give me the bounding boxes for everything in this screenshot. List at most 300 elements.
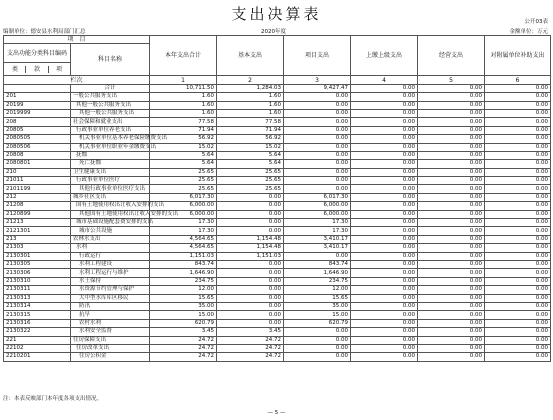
row-value: 3.45 [217,328,284,336]
row-value: 0.00 [351,269,418,277]
row-value: 0.00 [351,210,418,218]
row-value: 0.00 [284,177,351,185]
row-value: 0.00 [418,269,485,277]
row-value: 0.00 [351,227,418,235]
row-value: 0.00 [284,118,351,126]
row-name: 行政事业单位医疗 [71,177,150,185]
table-row [4,353,551,361]
row-value: 0.00 [418,93,485,101]
row-value: 0.00 [418,177,485,185]
row-value: 17.30 [284,227,351,235]
row-name: 大中型水库库区移民 [71,294,150,302]
row-value: 0.00 [418,118,485,126]
table-row [4,160,551,168]
row-name: 农林水支出 [71,235,150,243]
row-value: 0.00 [217,294,284,302]
row-value: 0.00 [418,210,485,218]
table-row [4,311,551,319]
row-code: 2130313 [4,294,71,302]
row-value: 24.72 [150,353,217,361]
row-value: 0.00 [351,118,418,126]
row-name: 卫生健康支出 [71,168,150,176]
row-value: 0.00 [351,277,418,285]
table-row [4,151,551,159]
row-value: 6,017.30 [284,193,351,201]
meta-row [3,27,548,35]
row-code: 2121301 [4,227,71,235]
row-value: 0.00 [485,235,551,243]
table-row [4,294,551,302]
row-value: 35.00 [150,302,217,310]
row-code: 212 [4,193,71,201]
row-code: 201 [4,93,71,101]
row-value: 15.65 [284,294,351,302]
row-value: 56.92 [217,135,284,143]
row-name: 其他行政事业单位医疗支出 [71,185,150,193]
row-value: 0.00 [485,93,551,101]
row-value: 12.00 [284,286,351,294]
row-code: 2130322 [4,328,71,336]
row-value: 0.00 [418,260,485,268]
row-code: 20199 [4,101,71,109]
row-name: 农村水利 [71,319,150,327]
row-value: 0.00 [351,185,418,193]
row-value: 0.00 [418,193,485,201]
row-code: 20808 [4,151,71,159]
header-project: 项 目 [4,36,150,44]
row-value: 0.00 [284,101,351,109]
row-value: 0.00 [351,109,418,117]
row-name: 机关事业单位基本养老保险缴费支出 [71,135,150,143]
row-value: 0.00 [485,101,551,109]
row-value: 1,151.03 [150,252,217,260]
row-value: 25.65 [217,185,284,193]
row-name: 机关事业单位职业年金缴费支出 [71,143,150,151]
row-value: 0.00 [418,311,485,319]
row-value: 0.00 [351,302,418,310]
header-subject: 科目名称 [71,44,150,76]
row-name: 其他一般公共服务支出 [71,101,150,109]
row-value: 0.00 [418,185,485,193]
table-row [4,235,551,243]
row-value: 3,410.17 [284,244,351,252]
row-name: 水利工程建设 [71,260,150,268]
row-value: 0.00 [418,126,485,134]
row-name: 住房保障支出 [71,336,150,344]
row-value: 0.00 [284,252,351,260]
row-name: 国有土地使用权出让收入安排的支出 [71,202,150,210]
row-code: 2120899 [4,210,71,218]
row-value: 0.00 [217,286,284,294]
row-value: 6,000.00 [284,202,351,210]
header-code: 支出功能分类科目编码 [4,44,71,63]
col-num-2: 2 [217,76,284,84]
row-value: 0.00 [485,277,551,285]
row-value: 0.00 [485,260,551,268]
row-value: 0.00 [284,93,351,101]
row-value: 0.00 [217,210,284,218]
header-kuan: 款 [25,66,49,73]
row-name: 抚恤 [71,151,150,159]
col-num-4: 4 [351,76,418,84]
table-row [4,143,551,151]
row-value: 5.64 [217,160,284,168]
row-code: 210 [4,168,71,176]
row-code: 2130311 [4,286,71,294]
row-value: 0.00 [351,235,418,243]
row-value: 15.02 [150,143,217,151]
row-value: 0.00 [351,294,418,302]
row-value: 0.00 [351,202,418,210]
col-num-6: 6 [485,76,551,84]
row-value: 0.00 [351,151,418,159]
row-value: 3,410.17 [284,235,351,243]
row-value: 0.00 [418,135,485,143]
header-upper: 上缴上级支出 [351,36,418,76]
row-value: 15.02 [217,143,284,151]
fiscal-year: 2020年度 [261,29,286,35]
table-row [4,118,551,126]
row-code: 2130314 [4,302,71,310]
row-name: 水资源节约管理与保护 [71,286,150,294]
row-code: 2130301 [4,252,71,260]
header-basic: 基本支出 [217,36,284,76]
row-code: 20805 [4,126,71,134]
row-value: 6,017.30 [150,193,217,201]
row-value: 0.00 [351,126,418,134]
row-name: 水利安全监督 [71,328,150,336]
row-value: 0.00 [351,135,418,143]
table-row [4,269,551,277]
row-code: 221 [4,336,71,344]
col-num-1: 1 [150,76,217,84]
row-value: 0.00 [485,286,551,294]
row-value: 0.00 [485,109,551,117]
header-lanci: 栏次 [4,76,150,84]
row-value: 0.00 [485,210,551,218]
row-value: 77.58 [150,118,217,126]
row-value: 1,154.48 [217,244,284,252]
row-value: 0.00 [485,244,551,252]
row-value: 5.64 [217,151,284,159]
row-value: 0.00 [418,319,485,327]
row-value: 0.00 [284,160,351,168]
row-value: 1,154.48 [217,235,284,243]
row-value: 1,646.90 [150,269,217,277]
row-value: 0.00 [418,151,485,159]
row-value: 25.65 [150,185,217,193]
row-value: 0.00 [351,219,418,227]
total-cell: 1,284.03 [217,84,284,92]
row-value: 0.00 [284,143,351,151]
row-value: 0.00 [418,336,485,344]
row-value: 0.00 [351,311,418,319]
row-value: 0.00 [284,168,351,176]
row-value: 0.00 [418,101,485,109]
row-value: 71.94 [150,126,217,134]
row-value: 17.30 [284,219,351,227]
row-value: 0.00 [485,252,551,260]
row-value: 15.00 [284,311,351,319]
row-name: 行政运行 [71,252,150,260]
row-name: 住房改革支出 [71,344,150,352]
row-code: 2130310 [4,277,71,285]
row-value: 1.60 [150,93,217,101]
row-value: 1,646.90 [284,269,351,277]
row-name: 水利 [71,244,150,252]
row-value: 1,151.03 [217,252,284,260]
row-value: 0.00 [418,202,485,210]
row-value: 0.00 [284,336,351,344]
row-value: 71.94 [217,126,284,134]
row-value: 0.00 [485,202,551,210]
row-value: 0.00 [485,135,551,143]
footnote: 注：本表反映部门本年度各项支出情况。 [3,396,103,402]
row-value: 0.00 [351,244,418,252]
row-code: 2130306 [4,269,71,277]
row-name: 死亡抚恤 [71,160,150,168]
row-value: 0.00 [351,328,418,336]
row-value: 17.30 [150,227,217,235]
row-value: 0.00 [418,168,485,176]
table-row [4,252,551,260]
row-value: 0.00 [351,344,418,352]
row-value: 0.00 [418,353,485,361]
table-row [4,244,551,252]
row-code: 22102 [4,344,71,352]
row-name: 其他国有土地使用权出让收入安排的支出 [71,210,150,218]
row-value: 0.00 [284,344,351,352]
row-value: 6,000.00 [150,202,217,210]
row-value: 0.00 [351,143,418,151]
row-value: 0.00 [284,353,351,361]
row-value: 0.00 [351,252,418,260]
total-cell: 0.00 [485,84,551,92]
row-value: 0.00 [418,294,485,302]
table-row [4,344,551,352]
row-value: 12.00 [150,286,217,294]
row-code: 21213 [4,219,71,227]
row-value: 0.00 [485,143,551,151]
row-code: 2210201 [4,353,71,361]
col-num-5: 5 [418,76,485,84]
row-value: 843.74 [284,260,351,268]
compiling-unit: 编制单位：德安县水利局部门汇总 [3,29,86,35]
row-value: 0.00 [485,328,551,336]
row-value: 0.00 [351,353,418,361]
row-value: 1.60 [150,109,217,117]
table-row [4,210,551,218]
table-row [4,286,551,294]
row-code: 2080801 [4,160,71,168]
row-name: 城市公共设施 [71,227,150,235]
row-value: 0.00 [485,177,551,185]
row-value: 0.00 [485,219,551,227]
total-cell: 0.00 [418,84,485,92]
row-code: 2019999 [4,109,71,117]
total-label: 合计 [71,84,150,92]
row-value: 0.00 [485,193,551,201]
row-value: 0.00 [217,219,284,227]
row-value: 234.75 [150,277,217,285]
row-value: 0.00 [351,286,418,294]
row-code: 2080506 [4,143,71,151]
table-row [4,185,551,193]
header-business: 经营支出 [418,36,485,76]
row-value: 0.00 [485,185,551,193]
total-row [4,84,551,92]
row-value: 15.65 [150,294,217,302]
col-num-3: 3 [284,76,351,84]
row-value: 0.00 [217,202,284,210]
page-number: — 5 — [267,410,286,416]
row-value: 0.00 [418,160,485,168]
row-value: 4,564.65 [150,235,217,243]
row-value: 0.00 [351,193,418,201]
row-name: 一般公共服务支出 [71,93,150,101]
total-cell: 9,427.47 [284,84,351,92]
row-value: 843.74 [150,260,217,268]
row-value: 0.00 [485,151,551,159]
table-row [4,202,551,210]
row-value: 6,000.00 [284,210,351,218]
row-value: 0.00 [418,328,485,336]
table-row [4,126,551,134]
row-value: 35.00 [284,302,351,310]
total-cell: 10,711.50 [150,84,217,92]
row-value: 0.00 [217,269,284,277]
row-value: 0.00 [217,311,284,319]
table-row [4,260,551,268]
table-row [4,328,551,336]
row-code: 2130316 [4,319,71,327]
row-name: 城乡社区支出 [71,193,150,201]
row-code: 213 [4,235,71,243]
table-row [4,336,551,344]
row-value: 0.00 [217,302,284,310]
row-value: 0.00 [351,336,418,344]
table-row [4,168,551,176]
table-row [4,277,551,285]
row-value: 3.45 [150,328,217,336]
table-row [4,135,551,143]
row-value: 24.72 [217,353,284,361]
row-name: 城市基础设施配套费安排的支出 [71,219,150,227]
header-subsidy: 对附属单位补助支出 [485,36,551,76]
row-value: 0.00 [284,185,351,193]
row-value: 0.00 [351,260,418,268]
row-value: 0.00 [351,177,418,185]
row-value: 0.00 [485,311,551,319]
row-value: 0.00 [418,143,485,151]
row-code: 21303 [4,244,71,252]
table-row [4,302,551,310]
table-row [4,219,551,227]
row-value: 0.00 [351,168,418,176]
row-value: 0.00 [351,101,418,109]
row-value: 0.00 [217,227,284,235]
page-title: 支出决算表 [231,5,322,23]
row-value: 0.00 [284,328,351,336]
row-value: 5.64 [150,151,217,159]
row-value: 0.00 [485,227,551,235]
row-value: 17.30 [150,219,217,227]
row-value: 24.72 [217,336,284,344]
row-value: 56.92 [150,135,217,143]
table-row [4,93,551,101]
row-name: 防汛 [71,302,150,310]
total-cell: 0.00 [351,84,418,92]
row-code: 21208 [4,202,71,210]
row-value: 25.65 [150,177,217,185]
row-name: 行政事业单位养老支出 [71,126,150,134]
table-row [4,109,551,117]
row-value: 24.72 [150,336,217,344]
row-value: 1.60 [217,109,284,117]
row-value: 0.00 [485,353,551,361]
row-value: 4,564.65 [150,244,217,252]
header-lei-kuan-xiang [4,63,71,76]
row-code: 21011 [4,177,71,185]
row-code: 2080505 [4,135,71,143]
header-total: 本年支出合计 [150,36,217,76]
row-value: 234.75 [284,277,351,285]
row-value: 0.00 [284,135,351,143]
row-value: 0.00 [485,160,551,168]
row-value: 0.00 [217,319,284,327]
row-value: 24.72 [150,344,217,352]
row-value: 0.00 [418,277,485,285]
row-value: 620.79 [284,319,351,327]
row-value: 0.00 [485,126,551,134]
row-value: 0.00 [485,269,551,277]
row-value: 0.00 [418,344,485,352]
row-value: 0.00 [217,277,284,285]
row-value: 0.00 [284,151,351,159]
row-value: 0.00 [485,336,551,344]
row-value: 77.58 [217,118,284,126]
row-value: 0.00 [284,109,351,117]
row-value: 0.00 [351,160,418,168]
table-row [4,193,551,201]
row-value: 0.00 [485,344,551,352]
row-value: 0.00 [485,168,551,176]
row-name: 社会保障和就业支出 [71,118,150,126]
row-name: 水利工程运行与维护 [71,269,150,277]
row-value: 0.00 [351,319,418,327]
row-value: 0.00 [418,302,485,310]
header-xiang: 项 [55,65,62,73]
row-value: 1.60 [217,93,284,101]
row-value: 0.00 [284,126,351,134]
table-row [4,177,551,185]
row-value: 0.00 [418,235,485,243]
row-name: 水土保持 [71,277,150,285]
row-code: 2101199 [4,185,71,193]
form-number: 公开03表 [524,19,548,25]
row-value: 0.00 [418,244,485,252]
row-value: 0.00 [485,294,551,302]
amount-unit: 金额单位：万元 [509,29,548,35]
row-code: 2130305 [4,260,71,268]
row-value: 0.00 [217,193,284,201]
row-name: 其他一般公共服务支出 [71,109,150,117]
row-value: 25.65 [217,177,284,185]
row-value: 0.00 [217,260,284,268]
row-value: 5.64 [150,160,217,168]
row-value: 0.00 [485,302,551,310]
row-code: 2130315 [4,311,71,319]
